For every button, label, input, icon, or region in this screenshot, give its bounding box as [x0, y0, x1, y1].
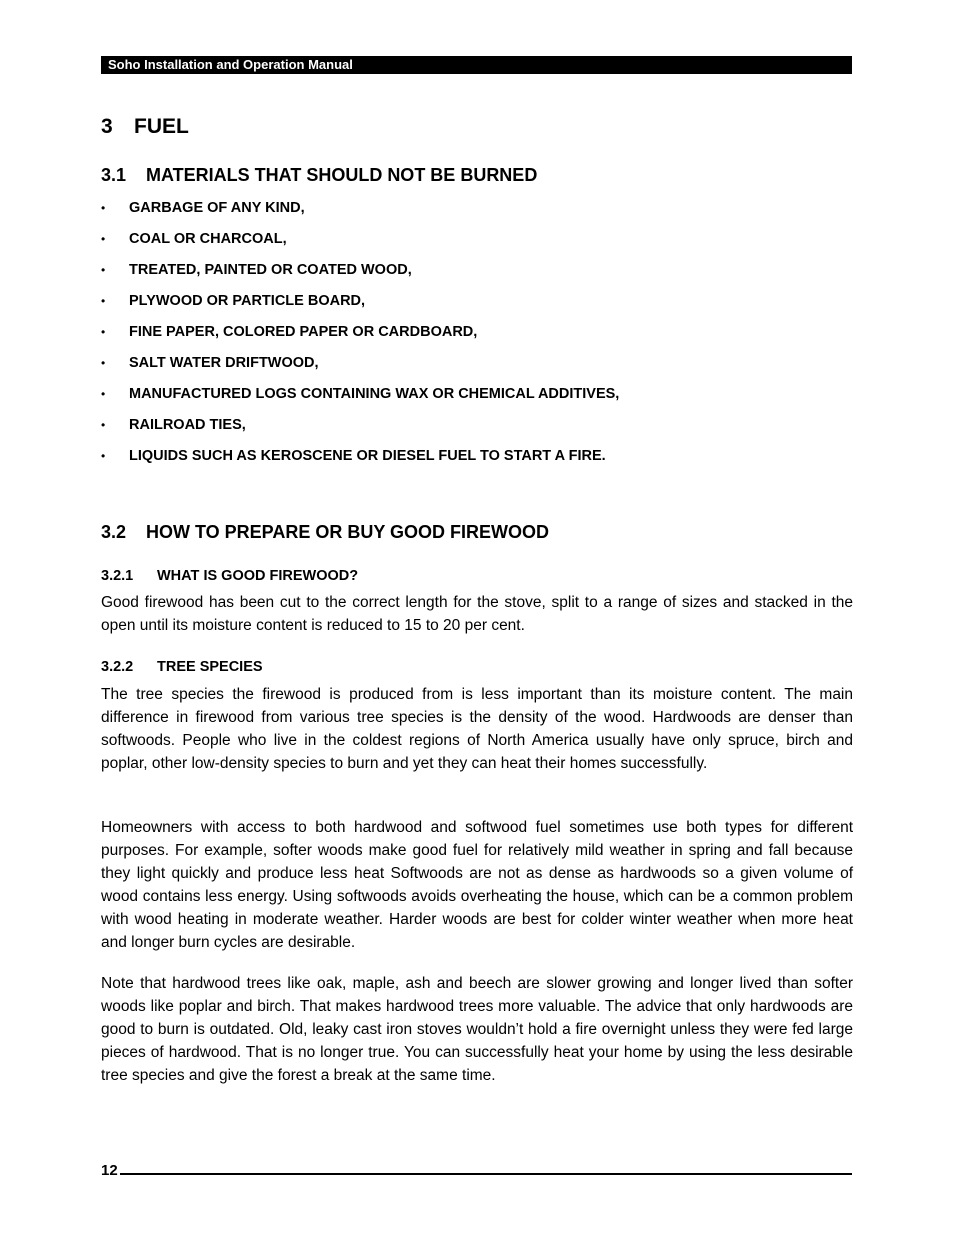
list-item — [101, 414, 619, 445]
bullet-icon: • — [101, 356, 106, 370]
subsubsection-heading-tree-species — [101, 658, 263, 676]
list-item — [101, 290, 619, 321]
list-item — [101, 228, 619, 259]
subsection-heading-materials — [101, 164, 537, 186]
section-title: FUEL — [134, 115, 189, 138]
subsection-number: 3.1 — [101, 165, 127, 185]
page-footer — [101, 1157, 852, 1182]
subsection-title: HOW TO PREPARE OR BUY GOOD FIREWOOD — [146, 522, 550, 542]
bullet-icon: • — [101, 232, 106, 246]
bullet-icon: • — [101, 325, 106, 339]
tree-species-paragraph-2: Homeowners with access to both hardwood and softwood fuel sometimes use both types for different purposes. For example, softer woods make good fuel for relatively mild weather in spring and fall because they light quickly and produce less heat Softwoods are not as dense as hardwoods so a given volume of wood contains less energy. Using softwoods avoids overheating the house, which can be a common problem with wood heating in moderate weather. Harder woods are best for colder winter weather when more heat and longer burn cycles are desirable. — [101, 819, 853, 951]
subsubsection-number: 3.2.1 — [101, 568, 134, 584]
subsection-title: MATERIALS THAT SHOULD NOT BE BURNED — [146, 165, 538, 185]
subsubsection-heading-good-firewood — [101, 567, 358, 585]
list-item — [101, 383, 619, 414]
running-header — [101, 56, 852, 74]
list-item — [101, 321, 619, 352]
footer-rule — [120, 1157, 852, 1175]
bullet-icon: • — [101, 449, 106, 463]
list-item-text: SALT WATER DRIFTWOOD, — [129, 355, 319, 371]
list-item-text: RAILROAD TIES, — [129, 417, 246, 433]
bullet-icon: • — [101, 387, 106, 401]
subsubsection-title: TREE SPECIES — [157, 659, 263, 675]
subsubsection-title: WHAT IS GOOD FIREWOOD? — [157, 568, 359, 584]
list-item-text: FINE PAPER, COLORED PAPER OR CARDBOARD, — [129, 324, 478, 340]
bullet-icon: • — [101, 201, 106, 215]
bullet-icon: • — [101, 294, 106, 308]
materials-list — [101, 197, 619, 476]
subsection-number: 3.2 — [101, 522, 127, 542]
list-item-text: COAL OR CHARCOAL, — [129, 231, 287, 247]
list-item — [101, 259, 619, 290]
manual-title: Soho Installation and Operation Manual — [108, 57, 353, 72]
list-item — [101, 197, 619, 228]
list-item — [101, 352, 619, 383]
list-item-text: GARBAGE OF ANY KIND, — [129, 200, 305, 216]
bullet-icon: • — [101, 418, 106, 432]
page-number: 12 — [101, 1162, 118, 1179]
bullet-icon: • — [101, 263, 106, 277]
section-number: 3 — [101, 115, 113, 138]
subsubsection-number: 3.2.2 — [101, 659, 134, 675]
section-heading — [101, 114, 189, 140]
list-item-text: MANUFACTURED LOGS CONTAINING WAX OR CHEMICAL ADDITIVES, — [129, 386, 620, 402]
tree-species-paragraph-1: The tree species the firewood is produced from is less important than its moisture content. The main difference in firewood from various tree species is the density of the wood. Hardwoods are denser than softwoods. People who live in the coldest regions of North America usually have only spruce, birch and poplar, other low-density species to burn and yet they can heat their homes successfully. — [101, 686, 853, 772]
tree-species-paragraph-3: Note that hardwood trees like oak, maple, ash and beech are slower growing and longer lived than softer woods like poplar and birch. That makes hardwood trees more valuable. The advice that only hardwoods are good to burn is outdated. Old, leaky cast iron stoves wouldn’t hold a fire overnight unless they were fed large pieces of hardwood. That is no longer true. You can successfully heat your home by using the less desirable tree species and give the forest a break at the same time. — [101, 975, 853, 1084]
list-item-text: LIQUIDS SUCH AS KEROSCENE OR DIESEL FUEL TO START A FIRE. — [129, 448, 606, 464]
subsection-heading-prepare — [101, 521, 549, 543]
list-item-text: PLYWOOD OR PARTICLE BOARD, — [129, 293, 366, 309]
good-firewood-paragraph: Good firewood has been cut to the correct length for the stove, split to a range of sizes and stacked in the open until its moisture content is reduced to 15 to 20 per cent. — [101, 594, 853, 634]
list-item — [101, 445, 619, 476]
list-item-text: TREATED, PAINTED OR COATED WOOD, — [129, 262, 412, 278]
